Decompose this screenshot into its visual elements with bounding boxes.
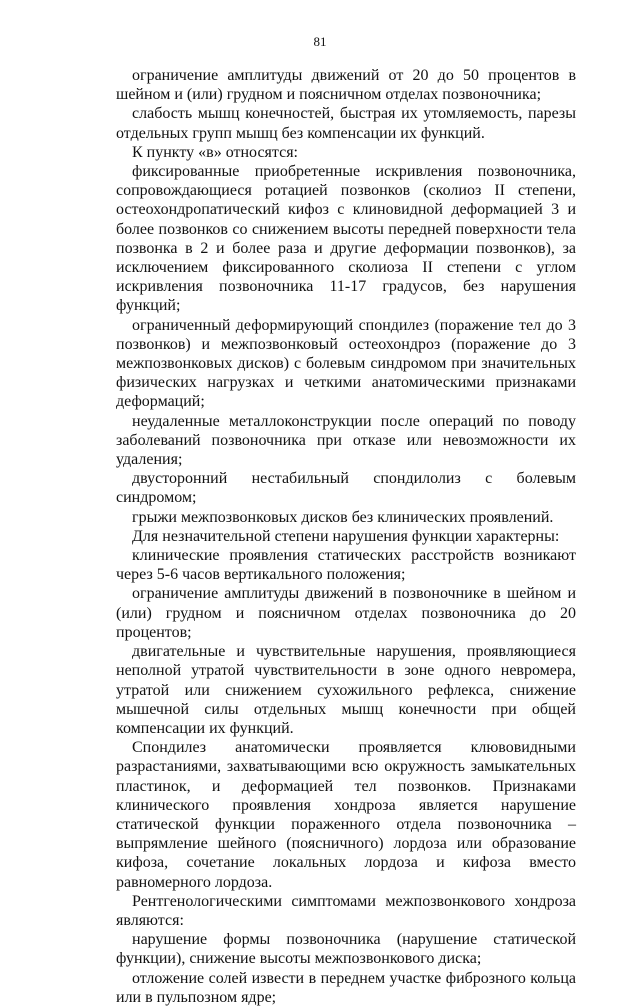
paragraph: неудаленные металлоконструкции после операций по поводу заболеваний позвоночника при отказе или невозможности их удаления; [116,412,576,469]
paragraph: двусторонний нестабильный спондилолиз с болевым синдромом; [116,470,576,507]
paragraph: нарушение формы позвоночника (нарушение статической функции), снижение высоты межпозвонкового диска; [116,931,576,968]
paragraph: Для незначительной степени нарушения функции характерны: [132,527,560,545]
paragraph: ограниченный деформирующий спондилез (поражение тел до 3 позвонков) и межпозвонковый остеохондроз (поражение до 3 межпозвонковых дисков) с болевым синдромом при значительных физических нагрузках и четкими анатомическими признаками деформаций; [116,316,576,411]
paragraph: ограничение амплитуды движений от 20 до 50 процентов в шейном и (или) грудном и поясничном отделах позвоночника; [116,67,576,104]
paragraph: слабость мышц конечностей, быстрая их утомляемость, парезы отдельных групп мышц без компенсации их функций. [116,105,576,142]
paragraph: грыжи межпозвонковых дисков без клинических проявлений. [132,508,554,526]
paragraph: фиксированные приобретенные искривления позвоночника, сопровождающиеся ротацией позвонков (сколиоз II степени, остеохондропатический кифоз с клиновидной деформацией 3 и более позвонков со снижением высоты передней поверхности тела позвонка в 2 и более раза и другие деформации позвонков), за исключением фиксированного сколиоза II степени с углом искривления позвоночника 11-17 градусов, без нарушения функций; [116,163,576,315]
paragraph: отложение солей извести в переднем участке фиброзного кольца или в пульпозном ядре; [116,969,576,1006]
paragraph: клинические проявления статических расстройств возникают через 5-6 часов вертикального положения; [116,547,576,584]
paragraph: Спондилез анатомически проявляется клювовидными разрастаниями, захватывающими всю окружность замыкательных пластинок, и деформацией тел позвонков. Признаками клинического проявления хондроза является нарушение статической функции пораженного отдела позвоночника – выпрямление шейного (поясничного) лордоза или образование кифоза, сочетание локальных лордоза и кифоза вместо равномерного лордоза. [116,739,576,891]
paragraph: ограничение амплитуды движений в позвоночнике в шейном и (или) грудном и поясничном отделах позвоночника до 20 процентов; [116,585,576,641]
paragraph: К пункту «в» относятся: [132,143,298,161]
document-body [116,66,576,1007]
paragraph: Рентгенологическими симптомами межпозвонкового хондроза являются: [116,892,576,929]
page-number: 81 [313,34,327,49]
paragraph: двигательные и чувствительные нарушения, проявляющиеся неполной утратой чувствительности в зоне одного невромера, утратой или снижением сухожильного рефлекса, снижение мышечной силы отдельных мышц конечности при общей компенсации их функций. [116,643,576,737]
